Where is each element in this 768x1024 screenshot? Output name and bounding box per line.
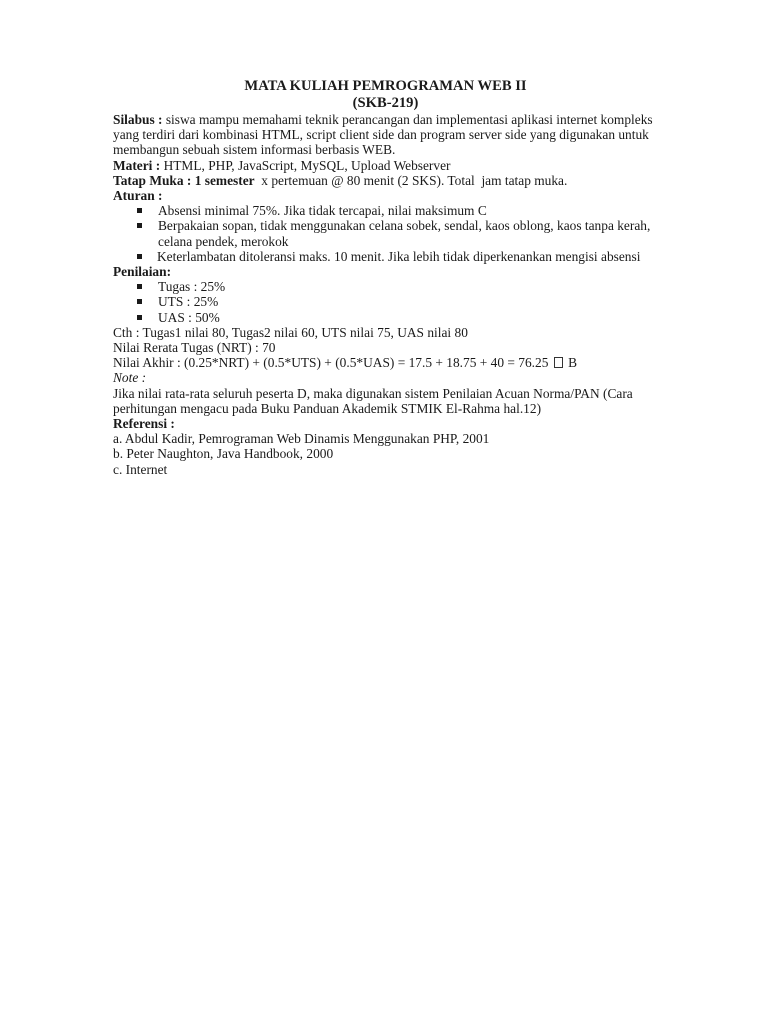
list-item: c. Internet	[113, 461, 168, 477]
list-item: UAS : 50%	[113, 310, 658, 325]
nilai-akhir-grade: B	[568, 355, 578, 371]
penilaian-list	[113, 279, 658, 325]
aturan-list	[113, 203, 658, 249]
list-item: Tugas : 25%	[113, 279, 658, 294]
referensi-label: Referensi :	[113, 416, 175, 432]
list-item: Berpakaian sopan, tidak menggunakan celana sobek, sendal, kaos oblong, kaos tanpa kerah, celana pendek, merokok	[113, 218, 658, 248]
aturan-last-item: Keterlambatan ditoleransi maks. 10 menit. Jika lebih tidak diperkenankan mengisi absensi	[113, 249, 658, 264]
document-page	[113, 78, 658, 477]
materi-text: HTML, PHP, JavaScript, MySQL, Upload Webserver	[160, 157, 451, 173]
note-label: Note :	[113, 370, 147, 386]
tatap-muka-line	[113, 173, 658, 188]
materi-label: Materi :	[113, 157, 161, 173]
bullet-square-icon	[137, 284, 142, 289]
list-item: a. Abdul Kadir, Pemrograman Web Dinamis Menggunakan PHP, 2001	[113, 431, 490, 447]
materi-line	[113, 158, 658, 173]
title-line-2: (SKB-219)	[352, 95, 419, 111]
bullet-square-icon	[137, 315, 142, 320]
bullet-square-icon	[137, 223, 142, 228]
list-item: UTS : 25%	[113, 294, 658, 309]
tatap-muka-text: x pertemuan @ 80 menit (2 SKS). Total jam tatap muka.	[254, 172, 568, 188]
bullet-square-icon	[137, 299, 142, 304]
tatap-muka-label: Tatap Muka : 1 semester	[113, 172, 255, 188]
list-item: b. Peter Naughton, Java Handbook, 2000	[113, 446, 334, 462]
contoh-line: Cth : Tugas1 nilai 80, Tugas2 nilai 60, UTS nilai 75, UAS nilai 80	[113, 324, 468, 340]
placeholder-box-icon	[554, 357, 563, 368]
penilaian-label: Penilaian:	[113, 264, 172, 280]
aturan-label: Aturan :	[113, 188, 163, 204]
silabus-text: siswa mampu memahami teknik perancangan dan implementasi aplikasi internet kompleks yang terdiri dari kombinasi HTML, script client side dan program server side yang digunakan untuk membangun sebuah sistem informasi berbasis WEB.	[113, 112, 653, 158]
document-title	[113, 78, 658, 112]
nilai-akhir-line: Nilai Akhir : (0.25*NRT) + (0.5*UTS) + (0.5*UAS) = 17.5 + 18.75 + 40 = 76.25 B	[113, 355, 578, 371]
bullet-square-icon	[137, 208, 142, 213]
nrt-line: Nilai Rerata Tugas (NRT) : 70	[113, 340, 276, 356]
title-line-1: MATA KULIAH PEMROGRAMAN WEB II	[244, 78, 527, 94]
silabus-label: Silabus :	[113, 112, 163, 127]
note-text: Jika nilai rata-rata seluruh peserta D, maka digunakan sistem Penilaian Acuan Norma/PAN (Cara perhitungan mengacu pada Buku Panduan Akademik STMIK El-Rahma hal.12)	[113, 385, 633, 416]
list-item: Absensi minimal 75%. Jika tidak tercapai, nilai maksimum C	[113, 203, 658, 218]
bullet-square-icon	[137, 254, 142, 259]
silabus-paragraph	[113, 112, 658, 158]
